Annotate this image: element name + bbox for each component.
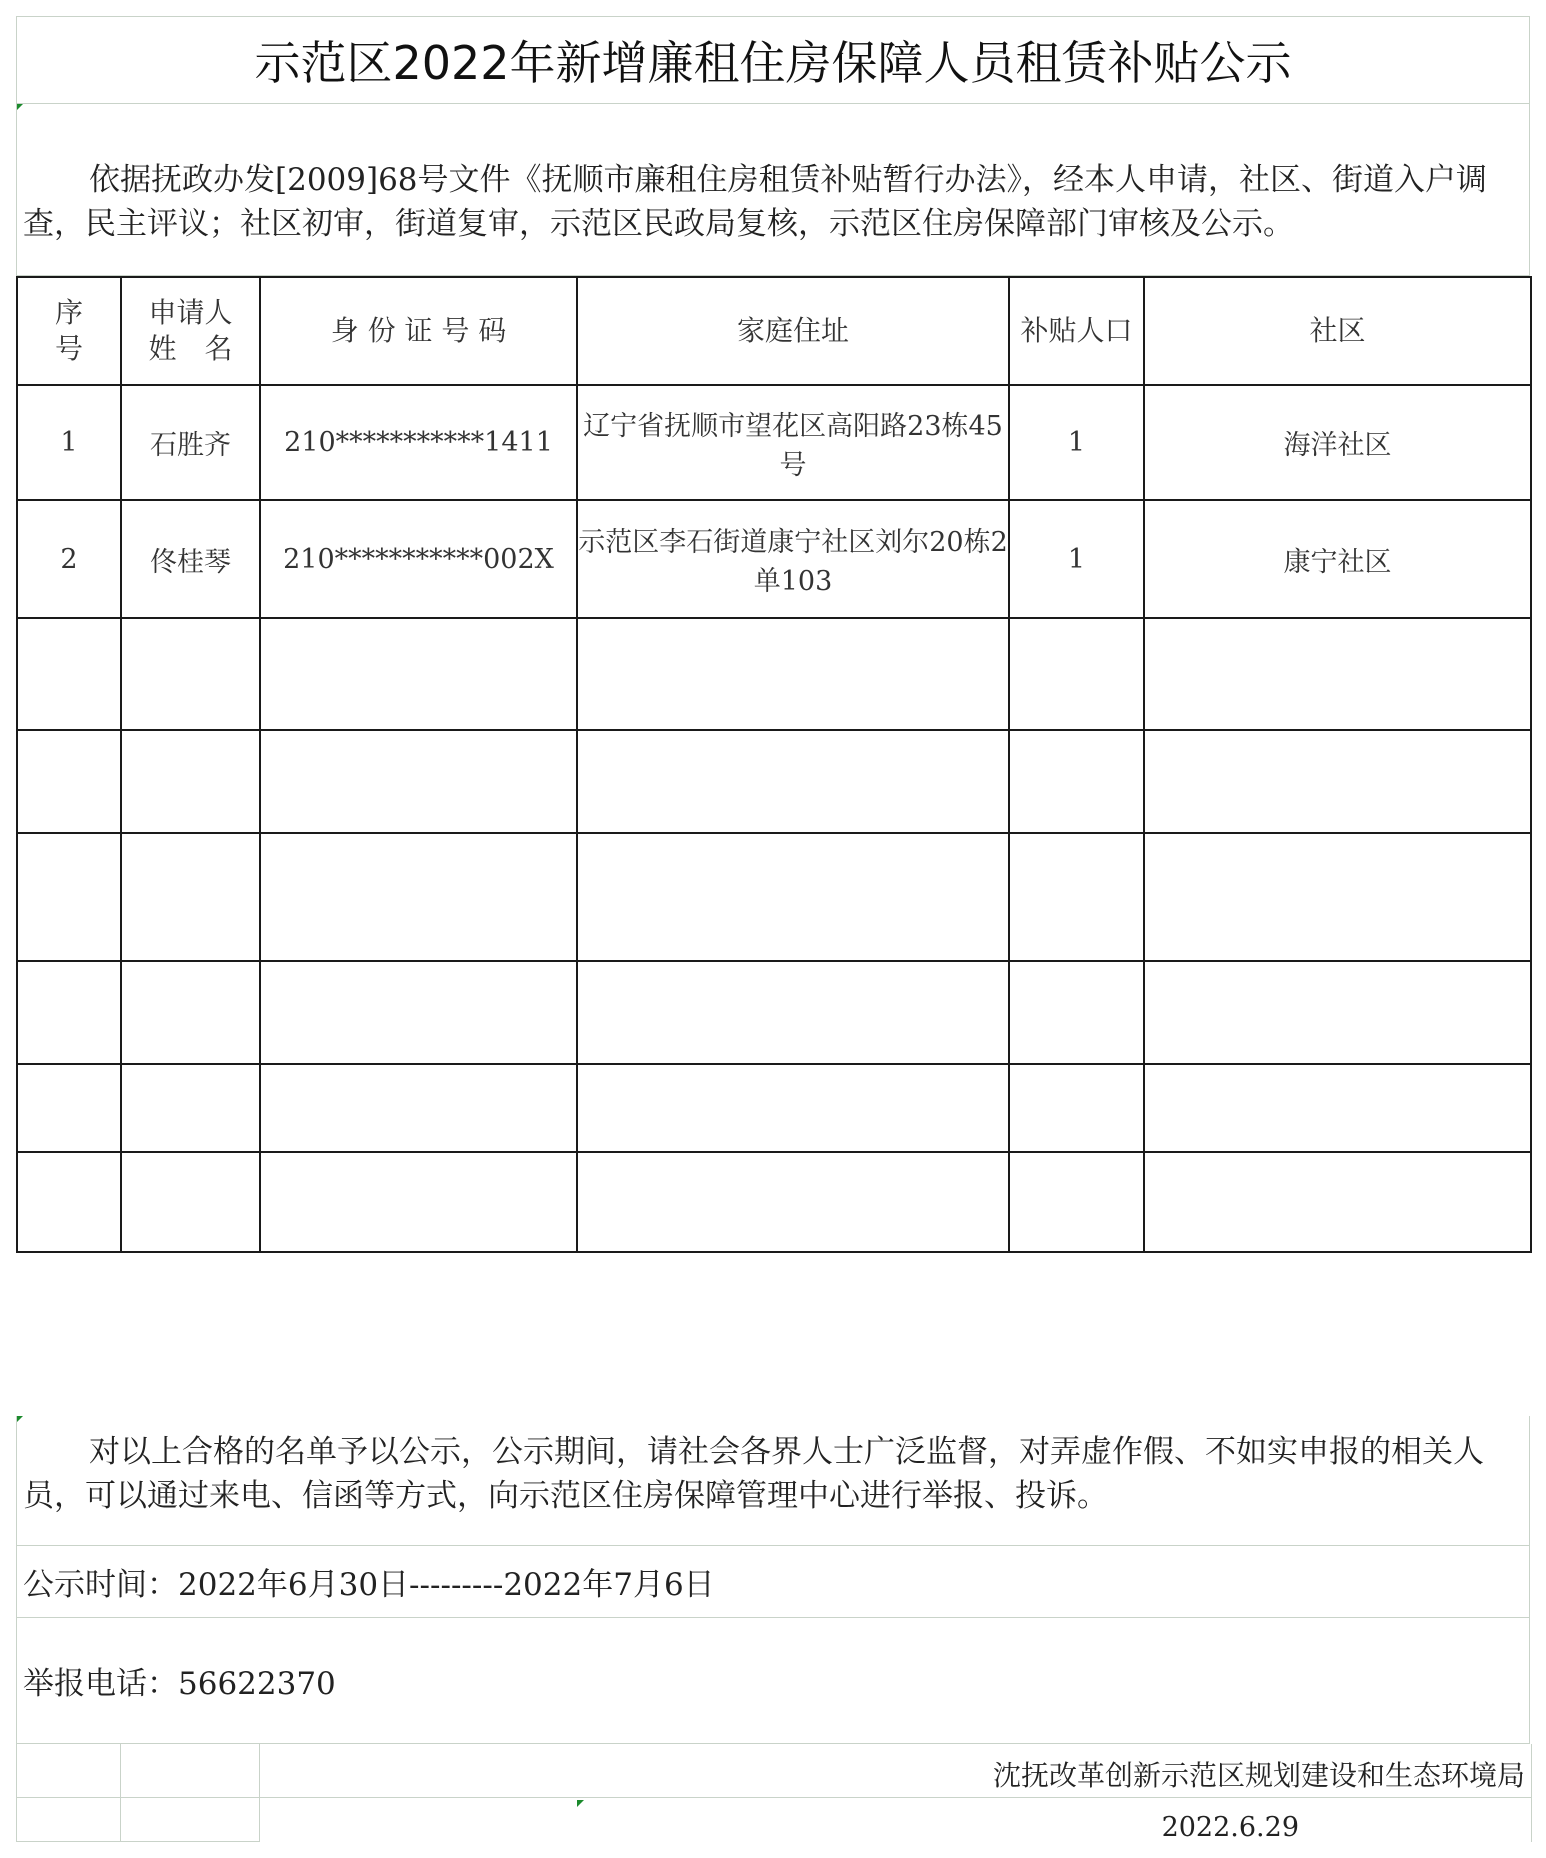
- issue-date: 2022.6.29: [1161, 1812, 1299, 1843]
- closing-text: 对以上合格的名单予以公示，公示期间，请社会各界人士广泛监督，对弄虚作假、不如实申报的相关人员，可以通过来电、信函等方式，向示范区住房保障管理中心进行举报、投诉。: [23, 1434, 1484, 1514]
- row-seq: 1: [17, 385, 121, 500]
- issuing-organization: 沈抚改革创新示范区规划建设和生态环境局: [992, 1759, 1525, 1792]
- footer: [16, 1744, 1532, 1842]
- header-seq: [17, 277, 121, 385]
- empty-row: [17, 833, 1531, 961]
- header-community: 社区: [1144, 277, 1531, 385]
- row-address: 辽宁省抚顺市望花区高阳路23栋45号: [577, 385, 1009, 500]
- row-name: 石胜齐: [121, 385, 260, 500]
- table-header-row: [17, 277, 1531, 385]
- header-persons: 补贴人口: [1009, 277, 1144, 385]
- footer-cell: [17, 1798, 121, 1842]
- footer-cell: [17, 1744, 121, 1798]
- intro-paragraph: [16, 104, 1530, 276]
- empty-row: [17, 730, 1531, 833]
- row-id: 210***********1411: [260, 385, 577, 500]
- page-title: 示范区2022年新增廉租住房保障人员租赁补贴公示: [16, 16, 1530, 104]
- header-name-line1: 申请人: [148, 296, 233, 329]
- closing-paragraph: [16, 1416, 1530, 1546]
- row-community: 海洋社区: [1144, 385, 1531, 500]
- empty-row: [17, 618, 1531, 730]
- row-persons: 1: [1009, 385, 1144, 500]
- notice-period: 公示时间：2022年6月30日---------2022年7月6日: [16, 1546, 1530, 1618]
- empty-row: [17, 1152, 1531, 1252]
- header-seq-line1: 序: [54, 296, 83, 329]
- row-id: 210***********002X: [260, 500, 577, 618]
- table-row: [17, 500, 1531, 618]
- table-row: [17, 385, 1531, 500]
- header-name-line2: 姓 名: [148, 332, 233, 365]
- notice-sheet: [16, 16, 1530, 1842]
- row-persons: 1: [1009, 500, 1144, 618]
- footer-cell: [121, 1798, 260, 1842]
- report-phone: 举报电话：56622370: [16, 1618, 1530, 1744]
- applicant-table: [16, 276, 1532, 1253]
- row-seq: 2: [17, 500, 121, 618]
- footer-cell: [121, 1744, 260, 1798]
- empty-row: [17, 961, 1531, 1064]
- header-seq-line2: 号: [54, 332, 83, 365]
- header-address: 家庭住址: [577, 277, 1009, 385]
- row-community: 康宁社区: [1144, 500, 1531, 618]
- header-name: [121, 277, 260, 385]
- header-id: 身 份 证 号 码: [260, 277, 577, 385]
- empty-row: [17, 1064, 1531, 1152]
- cell-marker-icon: [577, 1800, 584, 1807]
- row-name: 佟桂琴: [121, 500, 260, 618]
- intro-text: 依据抚政办发[2009]68号文件《抚顺市廉租住房租赁补贴暂行办法》，经本人申请，社区、街道入户调查，民主评议；社区初审，街道复审，示范区民政局复核，示范区住房保障部门审核及公示。: [23, 162, 1488, 242]
- row-address: 示范区李石街道康宁社区刘尔20栋2单103: [577, 500, 1009, 618]
